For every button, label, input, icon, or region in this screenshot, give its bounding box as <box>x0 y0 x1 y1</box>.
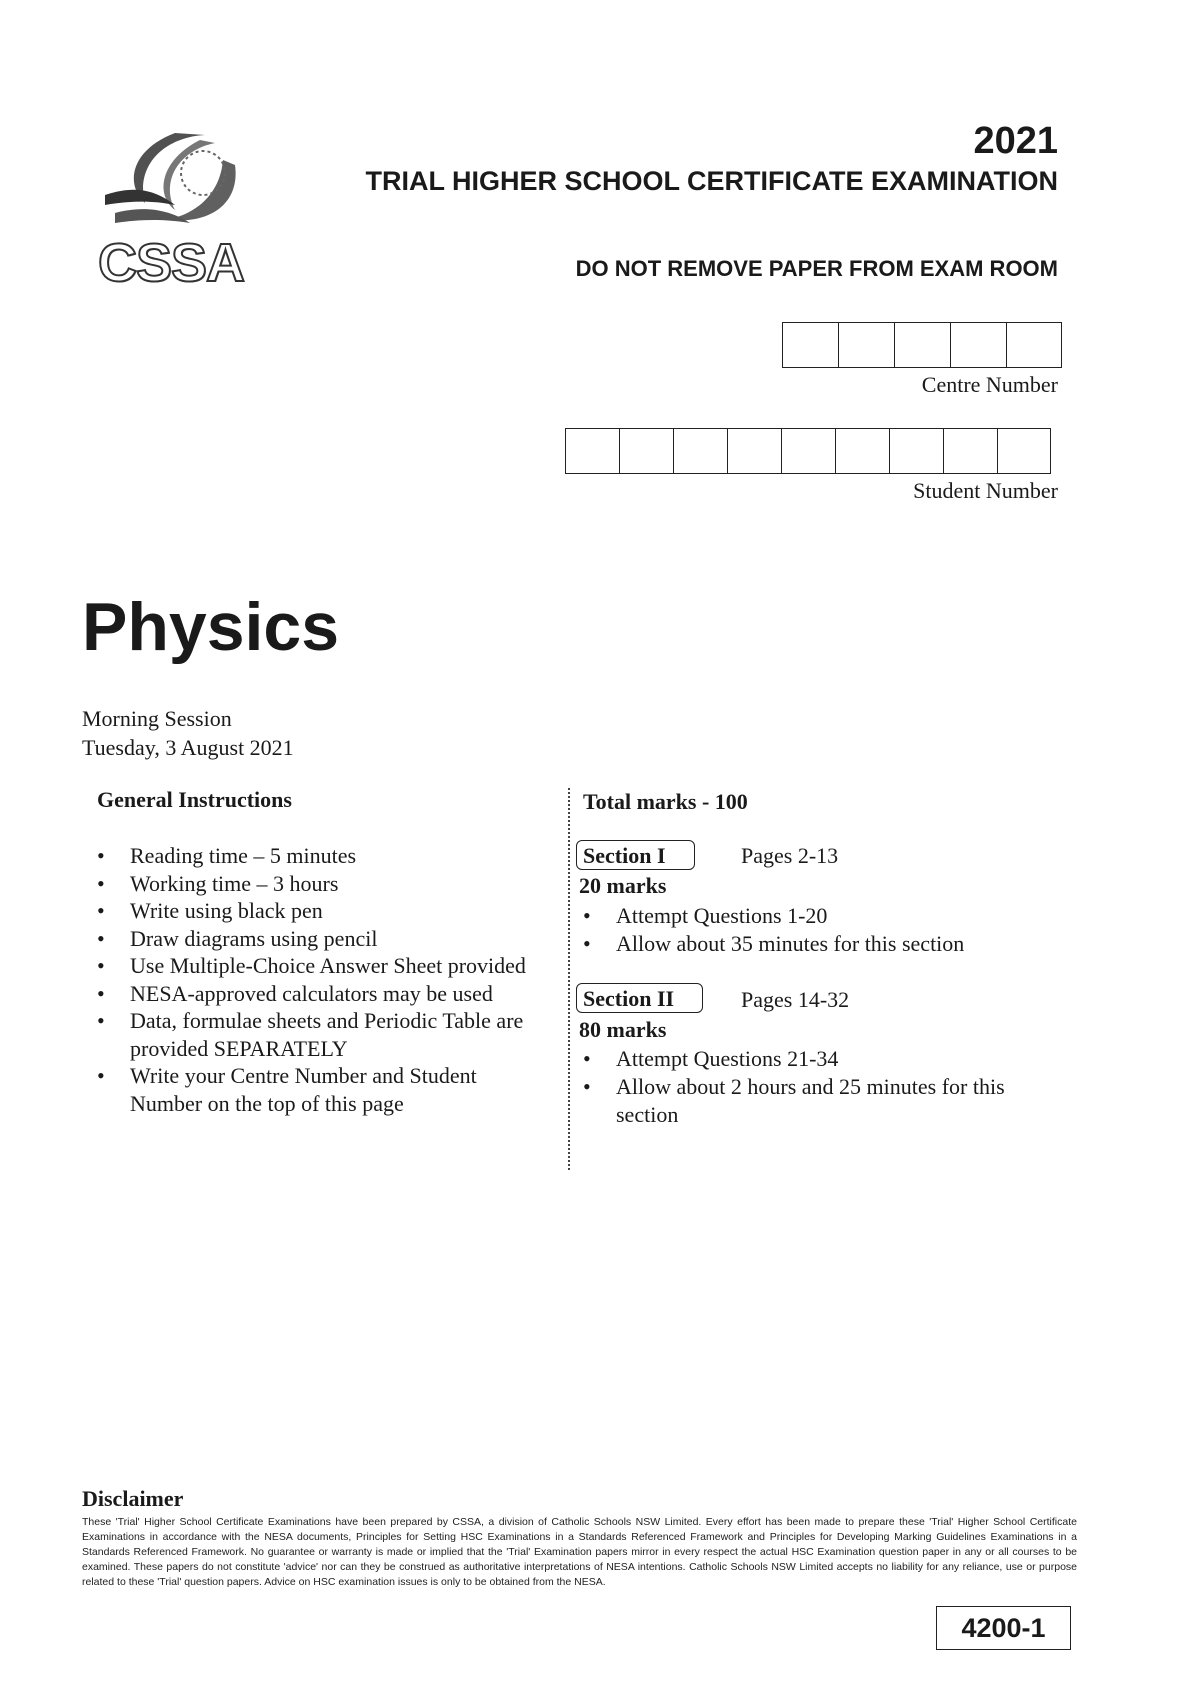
centre-number-digit-box[interactable] <box>838 322 894 368</box>
list-item: • Use Multiple-Choice Answer Sheet provided <box>97 952 547 980</box>
section-2-instructions <box>583 1045 1053 1129</box>
student-number-digit-box[interactable] <box>889 428 943 474</box>
exam-room-notice: DO NOT REMOVE PAPER FROM EXAM ROOM <box>575 256 1058 281</box>
student-number-digit-box[interactable] <box>565 428 619 474</box>
list-item: • Draw diagrams using pencil <box>97 925 547 953</box>
student-number-digit-box[interactable] <box>997 428 1051 474</box>
student-number-digit-box[interactable] <box>781 428 835 474</box>
centre-number-boxes[interactable] <box>782 322 1062 368</box>
section-2-label: Section II <box>576 983 703 1013</box>
student-number-digit-box[interactable] <box>943 428 997 474</box>
list-item: • Attempt Questions 1-20 <box>583 902 1053 930</box>
paper-code: 4200-1 <box>936 1606 1071 1650</box>
section-1-pages: Pages 2-13 <box>741 843 839 868</box>
list-item: • Write using black pen <box>97 897 547 925</box>
total-marks: Total marks - 100 <box>583 789 748 814</box>
session-date: Tuesday, 3 August 2021 <box>82 735 294 760</box>
list-item: • Attempt Questions 21-34 <box>583 1045 1053 1073</box>
session-info <box>82 704 294 762</box>
exam-year: 2021 <box>973 120 1058 162</box>
student-number-label: Student Number <box>913 478 1058 503</box>
student-number-digit-box[interactable] <box>835 428 889 474</box>
list-item: • Working time – 3 hours <box>97 870 547 898</box>
centre-number-digit-box[interactable] <box>782 322 838 368</box>
section-2-pages: Pages 14-32 <box>741 987 850 1012</box>
list-item: • Reading time – 5 minutes <box>97 842 547 870</box>
list-item: • Allow about 2 hours and 25 minutes for this section <box>583 1073 1053 1129</box>
disclaimer-text: These 'Trial' Higher School Certificate Examinations have been prepared by CSSA, a division of Catholic Schools NSW Limited. Every effort has been made to prepare these 'Trial' Higher School Certificate Examinations in accordance with the NESA documents, Principles for Setting HSC Examinations in a Standards Referenced Framework and Principles for Developing Marking Guidelines Examinations in a Standards Referenced Framework. No guarantee or warranty is made or implied that the 'Trial' Examination papers mirror in every respect the actual HSC Examination question paper in any or all courses to be examined. These papers do not constitute 'advice' nor can they be construed as authoritative interpretations of NESA intentions. Catholic Schools NSW Limited accepts no liability for any reliance, use or purpose related to these 'Trial' question papers. Advice on HSC examination issues is only to be obtained from the NESA. <box>82 1516 1077 1588</box>
general-instructions-list <box>97 842 547 1117</box>
centre-number-digit-box[interactable] <box>950 322 1006 368</box>
cssa-logo-text: CSSA <box>98 233 245 293</box>
column-divider <box>568 788 570 1170</box>
section-1-instructions <box>583 902 1053 958</box>
section-1-marks: 20 marks <box>579 873 667 898</box>
list-item: • Allow about 35 minutes for this section <box>583 930 1053 958</box>
section-1-label: Section I <box>576 840 695 870</box>
session-name: Morning Session <box>82 706 232 731</box>
student-number-boxes[interactable] <box>565 428 1051 474</box>
exam-title: TRIAL HIGHER SCHOOL CERTIFICATE EXAMINATION <box>365 166 1058 196</box>
student-number-digit-box[interactable] <box>619 428 673 474</box>
student-number-digit-box[interactable] <box>727 428 781 474</box>
disclaimer-title: Disclaimer <box>82 1486 184 1511</box>
centre-number-digit-box[interactable] <box>894 322 950 368</box>
student-number-digit-box[interactable] <box>673 428 727 474</box>
list-item: • Write your Centre Number and Student Number on the top of this page <box>97 1062 547 1117</box>
centre-number-digit-box[interactable] <box>1006 322 1062 368</box>
list-item: • NESA-approved calculators may be used <box>97 980 547 1008</box>
general-instructions-title: General Instructions <box>97 787 292 812</box>
subject-title: Physics <box>82 589 340 665</box>
centre-number-label: Centre Number <box>921 372 1058 397</box>
section-2-marks: 80 marks <box>579 1017 667 1042</box>
list-item: • Data, formulae sheets and Periodic Table are provided SEPARATELY <box>97 1007 547 1062</box>
